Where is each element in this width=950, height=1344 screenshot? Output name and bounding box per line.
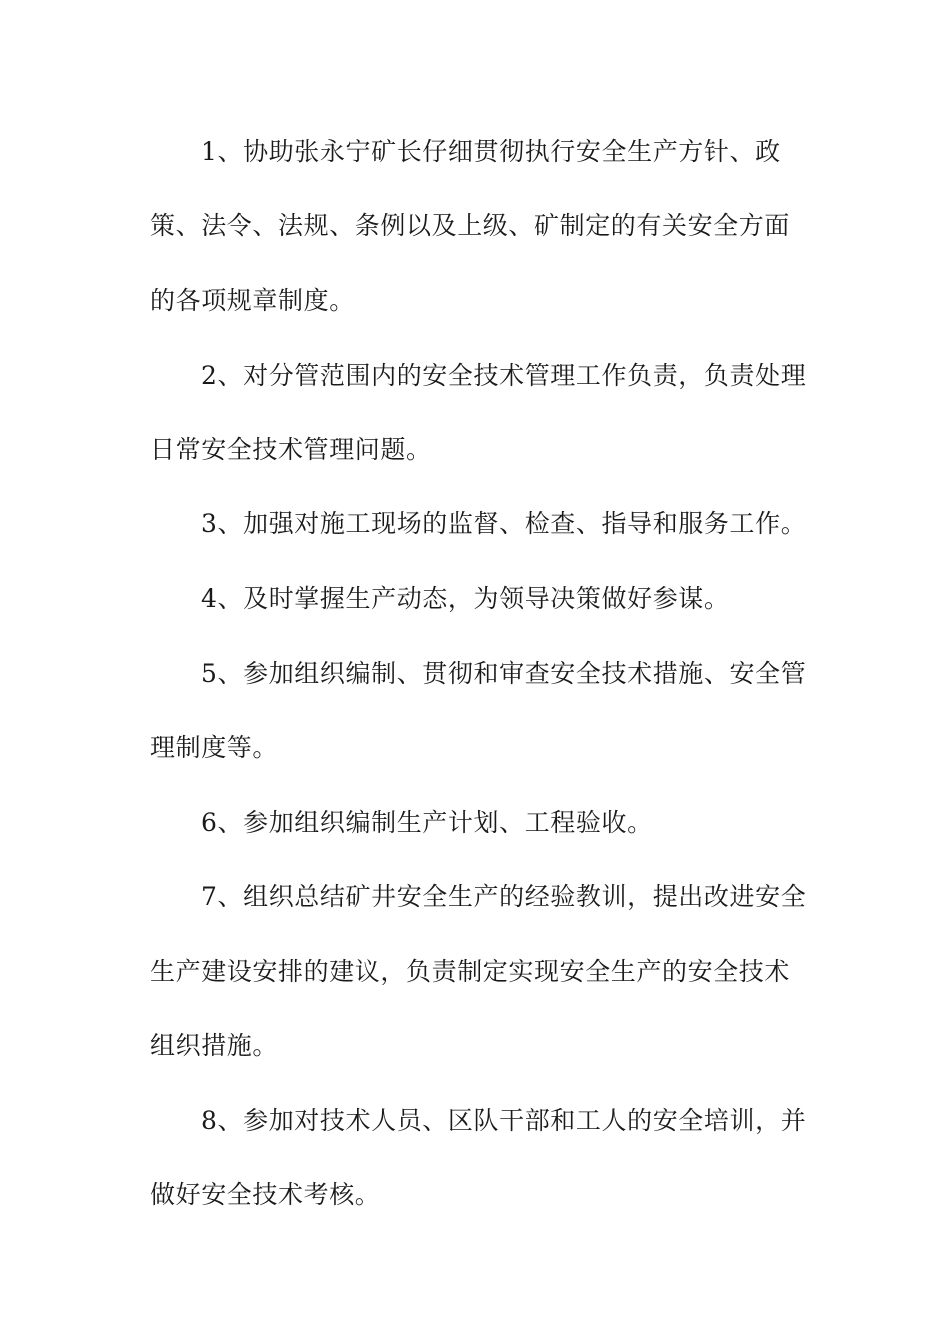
item-3-line-1: 3、加强对施工现场的监督、检查、指导和服务工作。: [201, 509, 807, 538]
item-5-line-2: 理制度等。: [150, 733, 279, 762]
item-5-line-1: 5、参加组织编制、贯彻和审查安全技术措施、安全管: [201, 659, 807, 688]
item-2-line-2: 日常安全技术管理问题。: [150, 435, 432, 464]
item-7-line-2: 生产建设安排的建议，负责制定实现安全生产的安全技术: [150, 957, 791, 986]
item-1-line-1: 1、协助张永宁矿长仔细贯彻执行安全生产方针、政: [201, 137, 781, 166]
item-2-line-1: 2、对分管范围内的安全技术管理工作负责，负责处理: [201, 361, 807, 390]
item-4-line-1: 4、及时掌握生产动态，为领导决策做好参谋。: [201, 584, 730, 613]
item-1-line-3: 的各项规章制度。: [150, 286, 355, 315]
item-1-line-2: 策、法令、法规、条例以及上级、矿制定的有关安全方面: [150, 211, 791, 240]
item-7-line-1: 7、组织总结矿井安全生产的经验教训，提出改进安全: [201, 882, 807, 911]
item-7-line-3: 组织措施。: [150, 1031, 279, 1060]
item-6-line-1: 6、参加组织编制生产计划、工程验收。: [201, 808, 653, 837]
item-8-line-2: 做好安全技术考核。: [150, 1180, 381, 1209]
item-8-line-1: 8、参加对技术人员、区队干部和工人的安全培训，并: [201, 1106, 807, 1135]
